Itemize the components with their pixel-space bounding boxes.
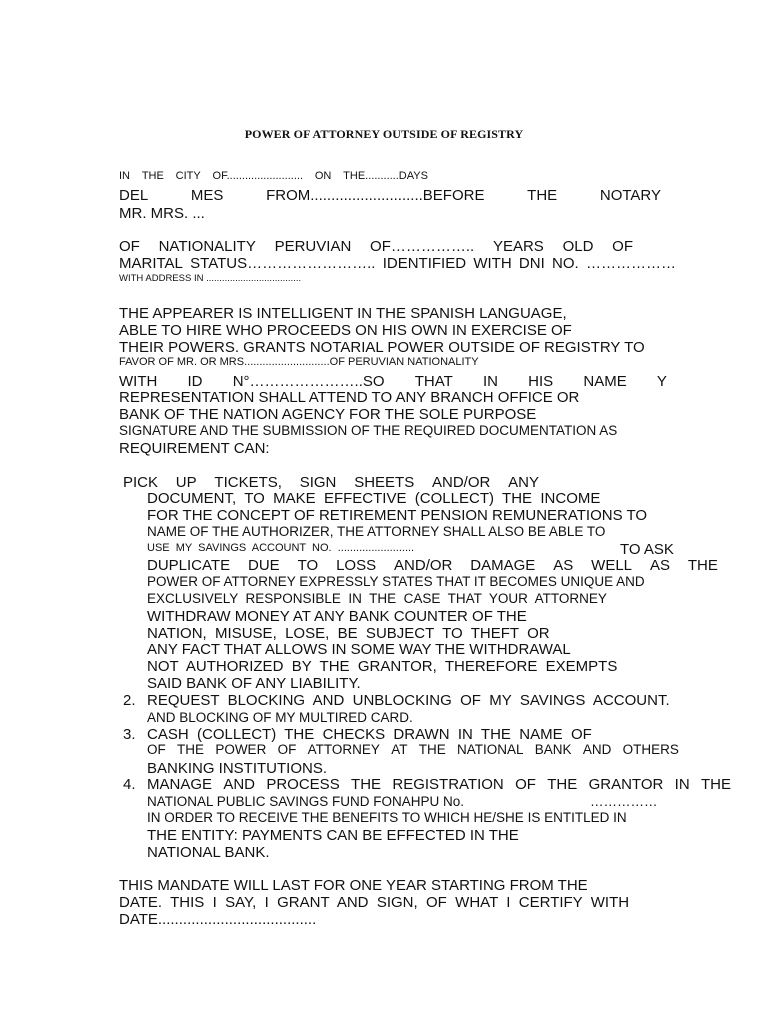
word: IDENTIFIED: [382, 255, 467, 272]
word: HIS: [528, 373, 554, 390]
word: THE: [177, 742, 205, 757]
word: OF: [612, 238, 633, 255]
list-item-line: DOCUMENT, TO MAKE EFFECTIVE (COLLECT) THE INCOME: [147, 490, 601, 507]
list-item-line: FOR THE CONCEPT OF RETIREMENT PENSION REMUNERATIONS TO: [147, 507, 648, 524]
intro-line: [119, 239, 633, 254]
paragraph-line: THE APPEARER IS INTELLIGENT IN THE SPANISH LANGUAGE,: [119, 305, 567, 322]
word: THE...........DAYS: [343, 170, 428, 182]
list-number: 4.: [123, 776, 136, 793]
word: AND/OR: [431, 474, 491, 491]
word: OF: [119, 238, 140, 255]
word: NOTARY: [599, 187, 661, 204]
word: MES: [190, 187, 224, 204]
list-item-line: SAID BANK OF ANY LIABILITY.: [147, 675, 361, 692]
word: BANK: [534, 742, 572, 757]
word: POWER: [215, 742, 267, 757]
closing-line: THIS MANDATE WILL LAST FOR ONE YEAR STARTING FROM THE: [119, 877, 588, 894]
list-number: 2.: [123, 692, 136, 709]
word: AS: [553, 557, 574, 574]
list-item-line: EXCLUSIVELY RESPONSIBLE IN THE CASE THAT YOUR ATTORNEY: [147, 591, 607, 606]
word: OF……………..: [370, 238, 475, 255]
word: THE: [700, 776, 731, 793]
word: ATTORNEY: [307, 742, 380, 757]
list-item-line: THE ENTITY: PAYMENTS CAN BE EFFECTED IN THE: [147, 827, 519, 844]
word: NATIONAL: [457, 742, 524, 757]
list-number: 3.: [123, 726, 136, 743]
intro-line: MR. MRS. ...: [119, 205, 205, 222]
word: CITY: [175, 170, 201, 182]
word: AT: [391, 742, 408, 757]
word: IN: [119, 170, 130, 182]
document-title: POWER OF ATTORNEY OUTSIDE OF REGISTRY: [244, 127, 524, 141]
word: DUE: [248, 557, 280, 574]
closing-line: DATE......................................: [119, 911, 317, 928]
word: DAMAGE: [470, 557, 536, 574]
word: THE: [527, 187, 558, 204]
list-item-line: NATION, MISUSE, LOSE, BE SUBJECT TO THEFT OR: [147, 625, 550, 642]
word: WITH: [473, 255, 512, 272]
list-item-line: IN ORDER TO RECEIVE THE BENEFITS TO WHICH HE/SHE IS ENTITLED IN: [147, 810, 627, 825]
word: LOSS: [336, 557, 377, 574]
word: DNI: [518, 255, 545, 272]
word: WITH: [119, 373, 158, 390]
word: THAT: [414, 373, 453, 390]
word: OF: [515, 776, 536, 793]
word: SIGN: [299, 474, 337, 491]
word: NAME: [583, 373, 627, 390]
paragraph-line: [119, 374, 667, 389]
word: ………………: [585, 255, 676, 272]
intro-line: [119, 256, 676, 271]
intro-line: [119, 171, 428, 182]
word: Y: [656, 373, 667, 390]
word: AND: [582, 742, 612, 757]
word: THE: [418, 742, 446, 757]
list-item-line: [147, 743, 679, 757]
word: REGISTRATION: [392, 776, 504, 793]
list-item-line: BANKING INSTITUTIONS.: [147, 760, 328, 777]
word: THE: [141, 170, 164, 182]
paragraph-line: BANK OF THE NATION AGENCY FOR THE SOLE PURPOSE: [119, 406, 537, 423]
paragraph-line: SIGNATURE AND THE SUBMISSION OF THE REQUIRED DOCUMENTATION AS: [119, 423, 618, 438]
word: MARITAL: [119, 255, 183, 272]
word: OLD: [562, 238, 594, 255]
list-item-line: ANY FACT THAT ALLOWS IN SOME WAY THE WITHDRAWAL: [147, 641, 571, 658]
list-item-line: WITHDRAW MONEY AT ANY BANK COUNTER OF THE: [147, 608, 527, 625]
word: TICKETS,: [214, 474, 282, 491]
list-item-line: NATIONAL BANK.: [147, 844, 270, 861]
list-item-line: [123, 475, 539, 490]
word: ANY: [508, 474, 539, 491]
word: DEL: [119, 187, 149, 204]
word: THE: [687, 557, 718, 574]
word: N°…………………..SO: [232, 373, 385, 390]
list-item-line: TO ASK: [620, 541, 674, 558]
list-item-line: ……………: [590, 794, 658, 809]
paragraph-line: ABLE TO HIRE WHO PROCEEDS ON HIS OWN IN EXERCISE OF: [119, 322, 572, 339]
word: IN: [674, 776, 690, 793]
list-item-line: [147, 777, 731, 792]
word: STATUS……………………..: [190, 255, 376, 272]
word: PROCESS: [266, 776, 340, 793]
list-item-line: NATIONAL PUBLIC SAVINGS FUND FONAHPU No.: [147, 794, 465, 809]
paragraph-line: FAVOR OF MR. OR MRS............................OF PERUVIAN NATIONALITY: [119, 356, 479, 368]
list-item-line: USE MY SAVINGS ACCOUNT NO. .........................: [147, 542, 415, 554]
word: MANAGE: [147, 776, 213, 793]
list-item-line: AND BLOCKING OF MY MULTIRED CARD.: [147, 710, 413, 725]
paragraph-line: THEIR POWERS. GRANTS NOTARIAL POWER OUTSIDE OF REGISTRY TO: [119, 339, 645, 356]
word: THE: [351, 776, 382, 793]
closing-line: DATE. THIS I SAY, I GRANT AND SIGN, OF WHAT I CERTIFY WITH: [119, 894, 630, 911]
word: PICK: [123, 474, 159, 491]
word: OF: [147, 742, 166, 757]
paragraph-line: REQUIREMENT CAN:: [119, 440, 270, 457]
word: NO.: [552, 255, 579, 272]
list-item-line: [147, 558, 718, 573]
list-item-line: NOT AUTHORIZED BY THE GRANTOR, THEREFORE EXEMPTS: [147, 658, 618, 675]
list-item-line: CASH (COLLECT) THE CHECKS DRAWN IN THE NAME OF: [147, 726, 592, 743]
intro-line: WITH ADDRESS IN ....................................: [119, 273, 302, 284]
word: ID: [187, 373, 203, 390]
word: ON: [314, 170, 332, 182]
word: PERUVIAN: [274, 238, 352, 255]
word: SHEETS: [354, 474, 415, 491]
word: AND/OR: [394, 557, 453, 574]
word: GRANTOR: [588, 776, 664, 793]
word: TO: [297, 557, 319, 574]
word: AND: [223, 776, 256, 793]
word: YEARS: [492, 238, 544, 255]
word: THE: [547, 776, 578, 793]
word: NATIONALITY: [158, 238, 256, 255]
word: OF: [277, 742, 297, 757]
paragraph-line: REPRESENTATION SHALL ATTEND TO ANY BRANCH OFFICE OR: [119, 389, 580, 406]
word: IN: [482, 373, 498, 390]
word: FROM...........................BEFORE: [266, 187, 485, 204]
word: WELL: [591, 557, 633, 574]
list-item-line: REQUEST BLOCKING AND UNBLOCKING OF MY SAVINGS ACCOUNT.: [147, 692, 670, 709]
word: OTHERS: [622, 742, 679, 757]
intro-line: [119, 188, 661, 203]
list-item-line: POWER OF ATTORNEY EXPRESSLY STATES THAT IT BECOMES UNIQUE AND: [147, 574, 645, 589]
word: DUPLICATE: [147, 557, 231, 574]
word: AS: [649, 557, 670, 574]
word: OF.........................: [212, 170, 304, 182]
list-item-line: NAME OF THE AUTHORIZER, THE ATTORNEY SHALL ALSO BE ABLE TO: [147, 524, 606, 539]
word: UP: [175, 474, 197, 491]
